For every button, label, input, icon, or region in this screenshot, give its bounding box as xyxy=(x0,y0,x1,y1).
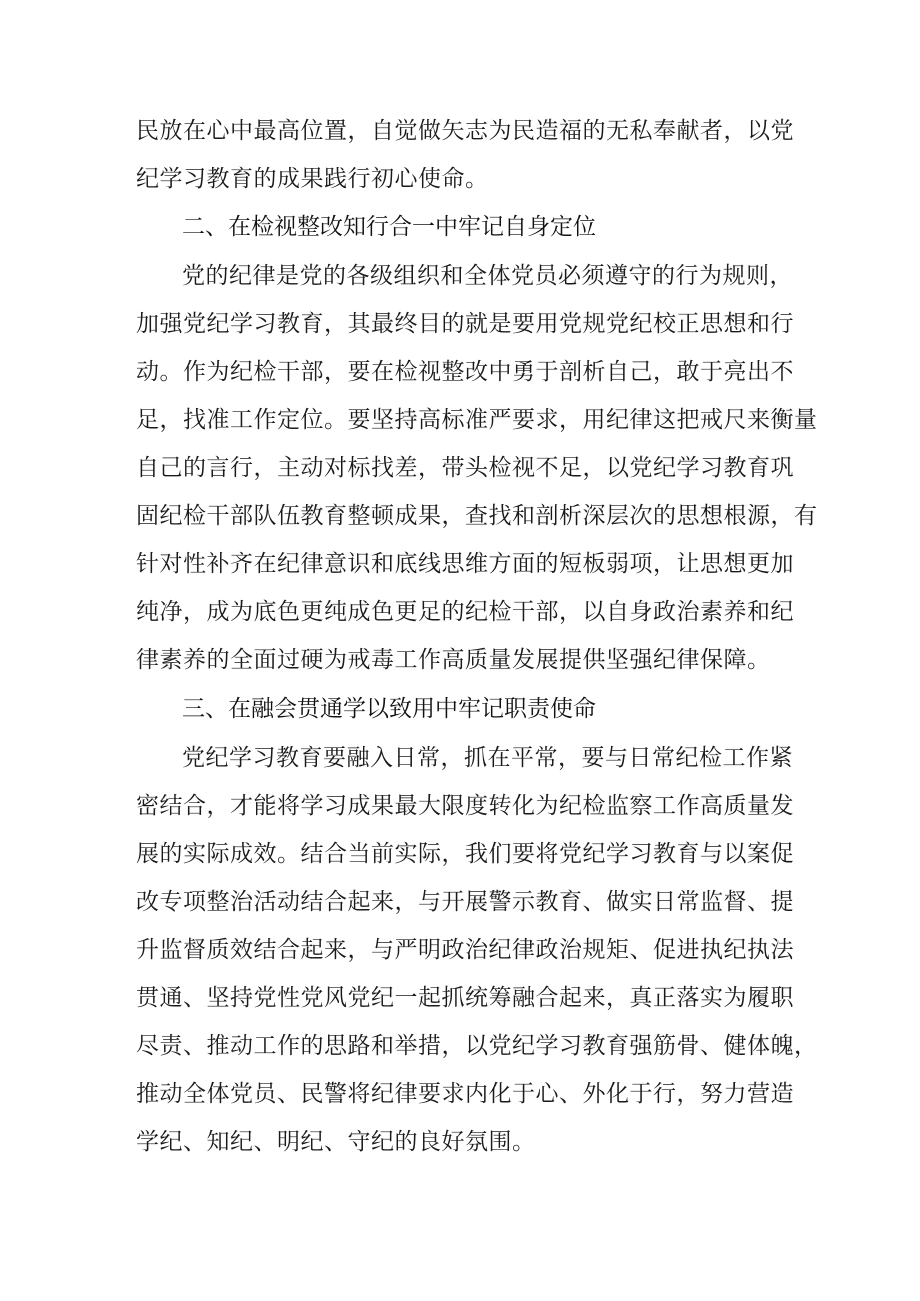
paragraph-line: 固纪检干部队伍教育整顿成果，查找和剖析深层次的思想根源，有 xyxy=(136,503,818,529)
paragraph-line: 党的纪律是党的各级组织和全体党员必须遵守的行为规则， xyxy=(182,263,793,289)
paragraph-line: 针对性补齐在纪律意识和底线思维方面的短板弱项，让思想更加 xyxy=(136,551,794,577)
paragraph-line: 纪学习教育的成果践行初心使命。 xyxy=(136,166,489,192)
paragraph-line: 改专项整治活动结合起来，与开展警示教育、做实日常监督、提 xyxy=(136,889,794,915)
paragraph-line: 贯通、坚持党性党风党纪一起抓统筹融合起来，真正落实为履职 xyxy=(136,985,794,1011)
paragraph-line: 学纪、知纪、明纪、守纪的良好氛围。 xyxy=(136,1129,536,1155)
paragraph-line: 民放在心中最高位置，自觉做矢志为民造福的无私奉献者，以党 xyxy=(136,118,794,144)
paragraph-line: 升监督质效结合起来，与严明政治纪律政治规矩、促进执纪执法 xyxy=(136,937,794,963)
paragraph-line: 推动全体党员、民警将纪律要求内化于心、外化于行，努力营造 xyxy=(136,1081,794,1107)
paragraph-line: 展的实际成效。结合当前实际，我们要将党纪学习教育与以案促 xyxy=(136,841,794,867)
paragraph-line: 加强党纪学习教育，其最终目的就是要用党规党纪校正思想和行 xyxy=(136,311,794,337)
section-heading: 三、在融会贯通学以致用中牢记职责使命 xyxy=(182,696,596,722)
paragraph-line: 自己的言行，主动对标找差，带头检视不足，以党纪学习教育巩 xyxy=(136,455,794,481)
paragraph-line: 动。作为纪检干部，要在检视整改中勇于剖析自己，敢于亮出不 xyxy=(136,359,794,385)
paragraph-line: 密结合，才能将学习成果最大限度转化为纪检监察工作高质量发 xyxy=(136,793,794,819)
section-heading: 二、在检视整改知行合一中牢记自身定位 xyxy=(182,214,596,240)
paragraph-line: 尽责、推动工作的思路和举措，以党纪学习教育强筋骨、健体魄， xyxy=(136,1033,818,1059)
paragraph-line: 律素养的全面过硬为戒毒工作高质量发展提供坚强纪律保障。 xyxy=(136,647,771,673)
paragraph-line: 足，找准工作定位。要坚持高标准严要求，用纪律这把戒尺来衡量 xyxy=(136,407,818,433)
paragraph-line: 纯净，成为底色更纯成色更足的纪检干部，以自身政治素养和纪 xyxy=(136,599,794,625)
paragraph-line: 党纪学习教育要融入日常，抓在平常，要与日常纪检工作紧 xyxy=(182,745,793,771)
